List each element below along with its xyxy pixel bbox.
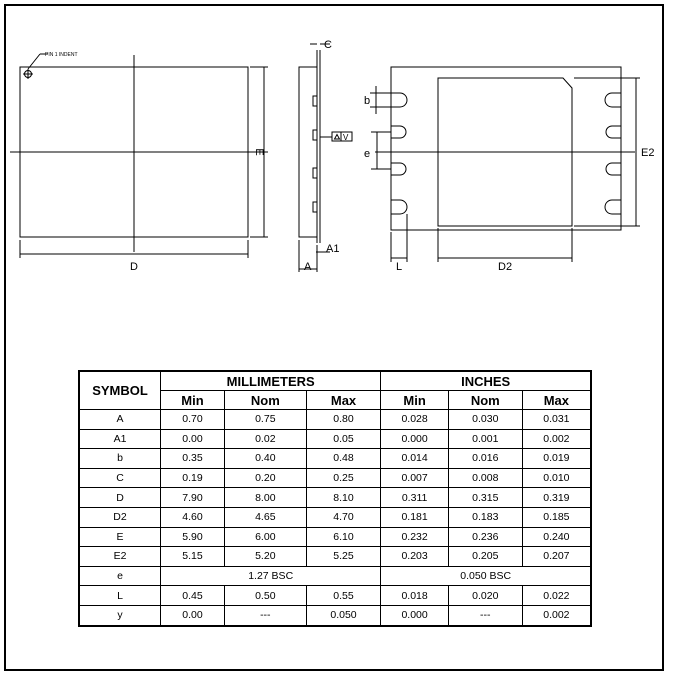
value-cell: 0.018 <box>381 586 448 606</box>
sub-header-mm-min: Min <box>161 391 225 410</box>
bottom-view-body <box>391 67 621 230</box>
bottom-pad <box>605 93 621 107</box>
sub-header-in-min: Min <box>381 391 448 410</box>
value-cell: 6.00 <box>224 527 306 547</box>
value-cell: 0.010 <box>522 468 591 488</box>
value-cell: 0.45 <box>161 586 225 606</box>
value-cell: 0.20 <box>224 468 306 488</box>
value-cell: 0.050 <box>306 605 381 625</box>
value-cell: 0.014 <box>381 449 448 469</box>
value-cell: 8.00 <box>224 488 306 508</box>
dim-b-label: b <box>364 95 371 107</box>
side-lead <box>313 168 317 178</box>
value-cell: 0.55 <box>306 586 381 606</box>
value-cell: 0.311 <box>381 488 448 508</box>
value-cell: 0.020 <box>448 586 522 606</box>
value-cell: 0.183 <box>448 507 522 527</box>
value-cell: 0.35 <box>161 449 225 469</box>
bottom-pad <box>606 163 621 175</box>
dim-D2-label: D2 <box>498 261 513 273</box>
dim-C-label: C <box>324 39 332 51</box>
symbol-cell: A1 <box>79 429 161 449</box>
dim-L-label: L <box>396 261 403 273</box>
value-cell: 0.236 <box>448 527 522 547</box>
value-cell: 7.90 <box>161 488 225 508</box>
value-cell: 0.002 <box>522 605 591 625</box>
pin1-indent-icon <box>23 69 33 79</box>
bsc-cell-mm: 1.27 BSC <box>161 566 381 586</box>
value-cell: 0.25 <box>306 468 381 488</box>
value-cell: 0.030 <box>448 410 522 430</box>
value-cell: 0.019 <box>522 449 591 469</box>
table-row <box>79 547 591 567</box>
value-cell: 0.315 <box>448 488 522 508</box>
bottom-pad <box>606 126 621 138</box>
value-cell: 6.10 <box>306 527 381 547</box>
value-cell: 5.90 <box>161 527 225 547</box>
pin1-label: PIN 1 INDENT <box>45 52 78 58</box>
value-cell: 0.48 <box>306 449 381 469</box>
value-cell: 0.40 <box>224 449 306 469</box>
value-cell: 0.50 <box>224 586 306 606</box>
value-cell: 4.70 <box>306 507 381 527</box>
value-cell: 0.205 <box>448 547 522 567</box>
sub-header-mm-nom: Nom <box>224 391 306 410</box>
bottom-pad <box>391 200 407 214</box>
flatness-label: V <box>343 133 349 142</box>
side-lead <box>313 96 317 106</box>
symbol-cell: E <box>79 527 161 547</box>
sub-header-mm-max: Max <box>306 391 381 410</box>
dim-A-label: A <box>304 261 312 273</box>
value-cell: 0.007 <box>381 468 448 488</box>
symbol-cell: D2 <box>79 507 161 527</box>
value-cell: 0.022 <box>522 586 591 606</box>
symbol-cell: b <box>79 449 161 469</box>
dim-E2-label: E2 <box>641 147 655 159</box>
value-cell: 8.10 <box>306 488 381 508</box>
symbol-cell: E2 <box>79 547 161 567</box>
symbol-cell: A <box>79 410 161 430</box>
symbol-cell: e <box>79 566 161 586</box>
value-cell: 0.001 <box>448 429 522 449</box>
value-cell: 0.031 <box>522 410 591 430</box>
value-cell: 4.65 <box>224 507 306 527</box>
table-row <box>79 605 591 625</box>
table-row <box>79 586 591 606</box>
dimension-table <box>78 370 592 627</box>
table-row <box>79 507 591 527</box>
value-cell: 0.008 <box>448 468 522 488</box>
value-cell: 5.15 <box>161 547 225 567</box>
table-row <box>79 429 591 449</box>
value-cell: 0.000 <box>381 429 448 449</box>
value-cell: 0.70 <box>161 410 225 430</box>
table-row <box>79 527 591 547</box>
value-cell: 5.25 <box>306 547 381 567</box>
sub-header-in-max: Max <box>522 391 591 410</box>
value-cell: 0.02 <box>224 429 306 449</box>
value-cell: 0.028 <box>381 410 448 430</box>
side-lead <box>313 130 317 140</box>
value-cell: 0.207 <box>522 547 591 567</box>
symbol-cell: C <box>79 468 161 488</box>
table-row <box>79 410 591 430</box>
dim-e-label: e <box>364 148 371 160</box>
value-cell: 0.319 <box>522 488 591 508</box>
dim-D-label: D <box>130 261 138 273</box>
value-cell: 4.60 <box>161 507 225 527</box>
value-cell: 0.002 <box>522 429 591 449</box>
bottom-pad <box>605 200 621 214</box>
value-cell: 0.75 <box>224 410 306 430</box>
value-cell: 0.203 <box>381 547 448 567</box>
value-cell: 0.19 <box>161 468 225 488</box>
symbol-header: SYMBOL <box>79 371 161 410</box>
table-row <box>79 468 591 488</box>
symbol-cell: y <box>79 605 161 625</box>
value-cell: 0.05 <box>306 429 381 449</box>
value-cell: --- <box>224 605 306 625</box>
value-cell: --- <box>448 605 522 625</box>
value-cell: 5.20 <box>224 547 306 567</box>
table-row <box>79 488 591 508</box>
value-cell: 0.185 <box>522 507 591 527</box>
symbol-cell: L <box>79 586 161 606</box>
value-cell: 0.00 <box>161 429 225 449</box>
sub-header-in-nom: Nom <box>448 391 522 410</box>
bottom-pad <box>391 126 406 138</box>
value-cell: 0.00 <box>161 605 225 625</box>
dim-A1-label: A1 <box>326 243 340 255</box>
table-row <box>79 566 591 586</box>
value-cell: 0.80 <box>306 410 381 430</box>
table-row <box>79 449 591 469</box>
bsc-cell-in: 0.050 BSC <box>381 566 591 586</box>
value-cell: 0.181 <box>381 507 448 527</box>
value-cell: 0.240 <box>522 527 591 547</box>
dim-E-label: E <box>253 148 265 156</box>
symbol-cell: D <box>79 488 161 508</box>
inches-header: INCHES <box>381 371 591 391</box>
millimeters-header: MILLIMETERS <box>161 371 381 391</box>
value-cell: 0.232 <box>381 527 448 547</box>
value-cell: 0.016 <box>448 449 522 469</box>
side-lead <box>313 202 317 212</box>
value-cell: 0.000 <box>381 605 448 625</box>
bottom-pad <box>391 93 407 107</box>
bottom-pad <box>391 163 406 175</box>
